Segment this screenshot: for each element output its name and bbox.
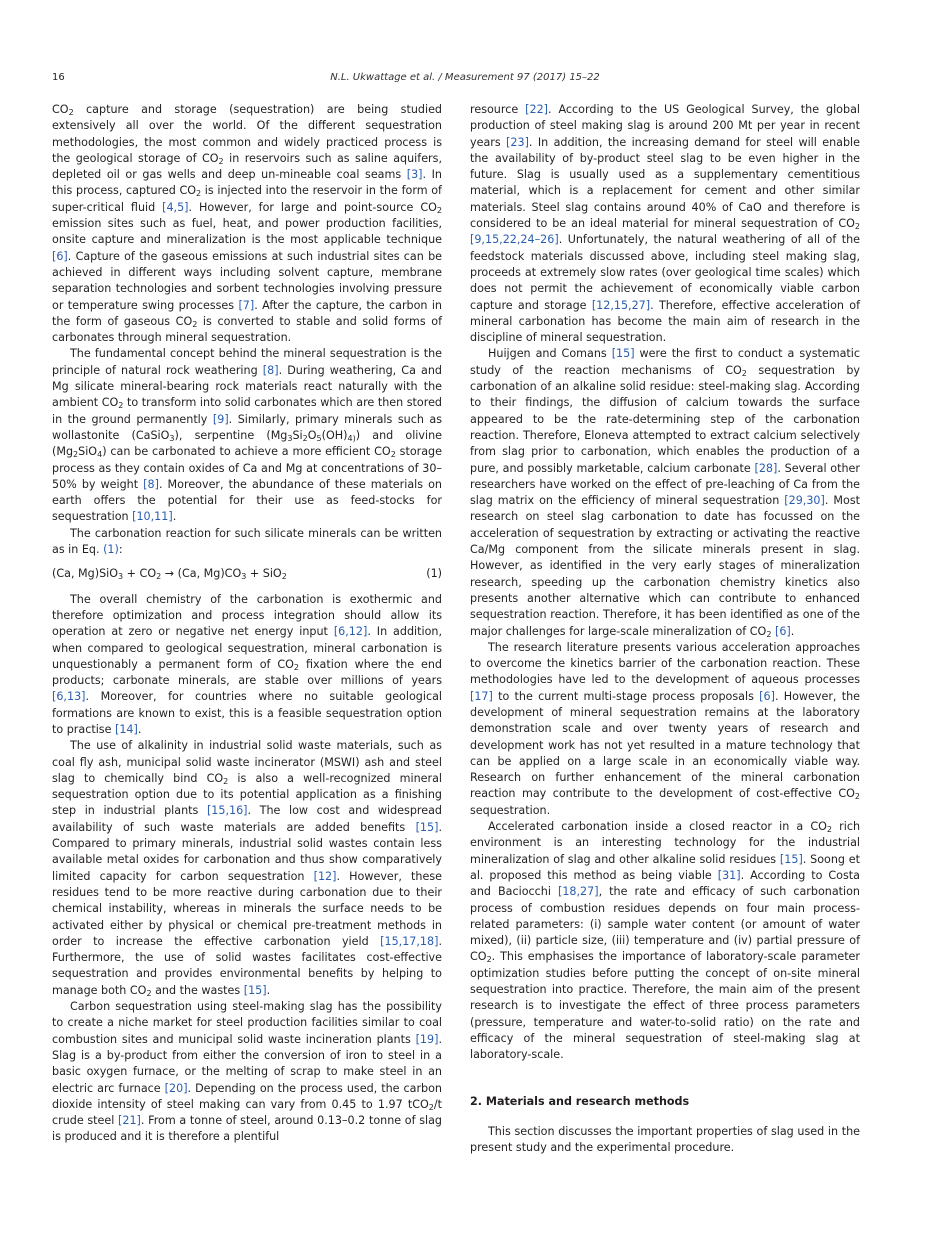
paragraph: The use of alkalinity in industrial solid waste materials, such as coal fly ash, municipal solid waste incinerator (MSWI) ash and steel slag to chemically bind $CO_2$ is also a well-recognized mineral sequestration option due to its potential application as a finishing step in industrial plants [15,16]. The low cost and widespread availability of such waste materials are added benefits [15]. Compared to primary minerals, industrial solid wastes contain less available metal oxides for carbonation and thus show comparatively limited capacity for carbon sequestration [12]. However, these residues tend to be more reactive during carbonation due to their chemical instability, whereas in minerals the surface needs to be activated either by physical or chemical pre-treatment methods in order to increase the effective carbonation yield [15,17,18]. Furthermore, the use of solid wastes facilitates cost-effective sequestration and provides environmental benefits by helping to manage both $CO_2$ and the wastes [15]. bbox=[52, 739, 442, 998]
citation-link[interactable]: [29,30] bbox=[784, 494, 825, 508]
citation-link[interactable]: [28] bbox=[754, 461, 778, 475]
citation-link[interactable]: [10,11] bbox=[132, 510, 173, 524]
citation-link[interactable]: [12] bbox=[313, 869, 337, 883]
citation-link[interactable]: [6] bbox=[774, 624, 791, 638]
citation-link[interactable]: [19] bbox=[415, 1032, 439, 1046]
citation-link[interactable]: [8] bbox=[143, 477, 159, 491]
section-heading: 2. Materials and research methods bbox=[470, 1094, 690, 1108]
citation-link[interactable]: [15] bbox=[611, 347, 635, 361]
equation-1 bbox=[52, 566, 442, 582]
citation-link[interactable]: [6,12] bbox=[333, 625, 368, 639]
citation-link[interactable]: [15] bbox=[243, 983, 267, 997]
citation-link[interactable]: [12,15,27] bbox=[591, 298, 651, 312]
citation-link[interactable]: [7] bbox=[238, 298, 255, 312]
citation-link[interactable]: [8] bbox=[262, 363, 279, 377]
paragraph: The research literature presents various acceleration approaches to overcome the kinetics barrier of the carbonation reaction. These methodologies have led to the development of aqueous processes [17] to the current multi-stage process proposals [6]. However, the development of mineral sequestration remains at the laboratory demonstration scale and over twenty years of research and development work has not yet resulted in a mature technology that can be applied on a large scale in an economically viable way. Research on further enhancement of the mineral carbonation reaction may contribute to the development of cost-effective $CO_2$ sequestration. bbox=[470, 640, 860, 817]
paragraph: The carbonation reaction for such silicate minerals can be written as in Eq. (1): bbox=[52, 526, 442, 557]
citation-link[interactable]: [17] bbox=[470, 689, 493, 703]
citation-link[interactable]: [4,5] bbox=[162, 200, 189, 214]
citation-link[interactable]: [9] bbox=[212, 412, 229, 426]
paragraph: The overall chemistry of the carbonation is exothermic and therefore optimization and process integration should allow its operation at zero or negative net energy input [6,12]. In addition, when compared to geological sequestration, mineral carbonation is unquestionably a permanent form of $CO_2$ fixation where the end products; carbonate minerals, are stable over millions of years [6,13]. Moreover, for countries where no suitable geological formations are known to exist, this is a feasible sequestration option to practise [14]. bbox=[52, 592, 442, 736]
citation-link[interactable]: [9,15,22,24–26] bbox=[470, 233, 559, 247]
citation-link[interactable]: [14] bbox=[115, 722, 138, 736]
journal-reference: N.L. Ukwattage et al. / Measurement 97 (2017) 15–22 bbox=[330, 72, 600, 83]
citation-link[interactable]: [15] bbox=[779, 852, 803, 866]
citation-link[interactable]: [6] bbox=[759, 689, 775, 703]
citation-link[interactable]: [3] bbox=[406, 168, 423, 182]
citation-link[interactable]: [15] bbox=[415, 820, 439, 834]
left-column bbox=[52, 102, 442, 1146]
page-number: 16 bbox=[52, 72, 65, 83]
citation-link[interactable]: [23] bbox=[506, 135, 529, 149]
citation-link[interactable]: [21] bbox=[118, 1114, 141, 1128]
citation-link[interactable]: [15,17,18] bbox=[380, 934, 439, 948]
paragraph: $CO_2$ capture and storage (sequestration) are being studied extensively all over the world. Of the different sequestration methodologies, the most common and widely practiced process is the geological storage of $CO_2$ in reservoirs such as saline aquifers, depleted oil or gas wells and deep un-mineable coal seams [3]. In this process, captured $CO_2$ is injected into the reservoir in the form of super-critical fluid [4,5]. However, for large and point-source $CO_2$ emission sites such as fuel, heat, and power production facilities, onsite capture and mineralization is the most applicable technique [6]. Capture of the gaseous emissions at such industrial sites can be achieved in different ways including solvent capture, membrane separation technologies and sorbent technologies involving pressure or temperature swing processes [7]. After the capture, the carbon in the form of gaseous $CO_2$ is converted to stable and solid forms of carbonates through mineral sequestration. bbox=[52, 103, 442, 345]
citation-link[interactable]: [22] bbox=[525, 103, 549, 116]
paragraph: Carbon sequestration using steel-making slag has the possibility to create a niche market for steel production facilities similar to coal combustion sites and municipal solid waste incineration plants [19]. Slag is a by-product from either the conversion of iron to steel in a basic oxygen furnace, or the melting of scrap to make steel in an electric arc furnace [20]. Depending on the process used, the carbon dioxide intensity of steel making can vary from 0.45 to 1.97 tCO$_2$/t crude steel [21]. From a tonne of steel, around 0.13–0.2 tonne of slag is produced and it is therefore a plentiful bbox=[52, 1000, 442, 1144]
citation-link[interactable]: [6,13] bbox=[52, 690, 86, 704]
citation-link[interactable]: [20] bbox=[164, 1081, 188, 1095]
citation-link[interactable]: [6] bbox=[52, 249, 68, 263]
equation-number: (1) bbox=[426, 567, 442, 581]
paragraph: resource [22]. According to the US Geological Survey, the global production of steel making slag is around 200 Mt per year in recent years [23]. In addition, the increasing demand for steel will enable the availability of by-product steel slag to be even higher in the future. Slag is usually used as a supplementary cementitious material, which is a replacement for cement and other similar materials. Steel slag contains around 40% of CaO and therefore is considered to be an ideal material for mineral sequestration of $CO_2$ [9,15,22,24–26]. Unfortunately, the natural weathering of all of the feedstock materials discussed above, including steel making slag, proceeds at extremely slow rates (over geological time scales) which does not permit the achievement of economically viable carbon capture and storage [12,15,27]. Therefore, effective acceleration of mineral carbonation has become the main aim of research in the discipline of mineral sequestration. bbox=[470, 103, 861, 345]
citation-link[interactable]: [15,16] bbox=[206, 804, 248, 818]
paragraph: Huijgen and Comans [15] were the first to conduct a systematic study of the reaction mechanisms of $CO_2$ sequestration by carbonation of an alkaline solid residue: steel-making slag. According to their findings, the diffusion of calcium towards the surface appeared to be the rate-determining step of the carbonation reaction. Therefore, Eloneva attempted to extract calcium selectively from slag prior to carbonation, which enables the production of a pure, and possibly marketable, calcium carbonate [28]. Several other researchers have worked on the effect of pre-leaching of Ca from the slag matrix on the efficiency of mineral sequestration [29,30]. Most research on steel slag carbonation to date has focussed on the acceleration of sequestration by extracting or activating the reactive Ca/Mg component from the silicate minerals present in slag. However, as identified in the very early stages of mineralization research, speeding up the carbonation chemistry kinetics also presents another alternative which can contribute to enhanced sequestration reaction. Therefore, it has been identified as one of the major challenges for large-scale mineralization of $CO_2$ [6]. bbox=[470, 347, 861, 639]
equation-expression: (Ca, $Mg)SiO_3 + CO_2 \to (Ca$, $Mg)CO_3 + SiO_2$ bbox=[52, 567, 287, 582]
running-header bbox=[52, 70, 878, 86]
paragraph: The fundamental concept behind the mineral sequestration is the principle of natural rock weathering [8]. During weathering, Ca and Mg silicate mineral-bearing rock materials react naturally with the ambient $CO_2$ to transform into solid carbonates which are then stored in the ground permanently [9]. Similarly, primary minerals such as wollastonite (CaSiO$_3$), serpentine $(Mg_3Si_2O_5(OH)_{4)})$ and olivine $(Mg_2SiO_4)$ can be carbonated to achieve a more efficient $CO_2$ storage process as they contain oxides of Ca and Mg at concentrations of 30–50% by weight [8]. Moreover, the abundance of these materials on earth offers the potential for their use as feed-stocks for sequestration [10,11]. bbox=[52, 347, 443, 524]
paragraph: This section discusses the important properties of slag used in the present study and the experimental procedure. bbox=[470, 1124, 860, 1155]
equation-link[interactable]: (1) bbox=[103, 543, 119, 557]
paragraph: Accelerated carbonation inside a closed reactor in a $CO_2$ rich environment is an interesting technology for the industrial mineralization of slag and other alkaline solid residues [15]. Soong et al. proposed this method as being viable [31]. According to Costa and Baciocchi [18,27], the rate and efficacy of such carbonation process of combustion residues depends on four main process-related parameters: (i) sample water content (or amount of water mixed), (ii) particle size, (iii) temperature and (iv) partial pressure of $CO_2$. This emphasises the importance of laboratory-scale parameter optimization studies before putting the concept of on-site mineral sequestration into practice. Therefore, the main aim of the present research is to investigate the effect of three process parameters (pressure, temperature and water-to-solid ratio) on the rate and efficacy of the mineral sequestration of steel-making slag at laboratory-scale. bbox=[470, 820, 861, 1062]
right-column bbox=[470, 102, 860, 1156]
citation-link[interactable]: [31] bbox=[717, 868, 741, 882]
citation-link[interactable]: [18,27] bbox=[557, 885, 599, 899]
